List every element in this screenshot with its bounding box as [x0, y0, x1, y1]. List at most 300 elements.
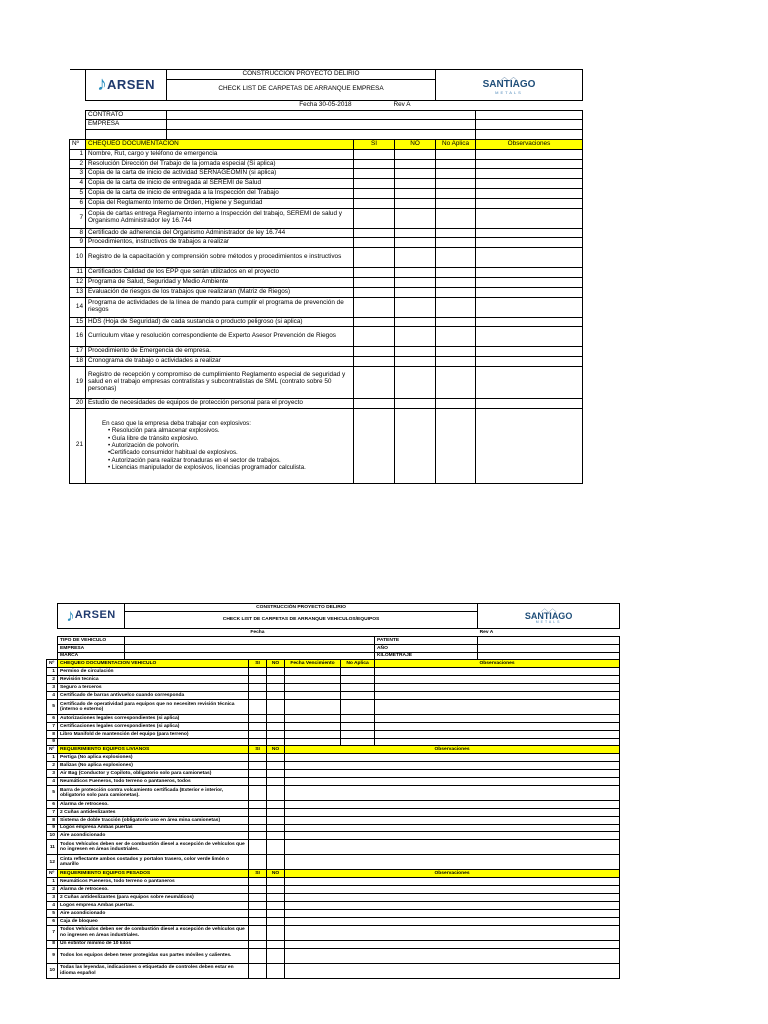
no-cell[interactable]	[395, 366, 436, 398]
no-aplica-cell[interactable]	[341, 699, 375, 714]
observaciones-header: Observaciones	[476, 139, 583, 149]
observaciones-cell[interactable]	[476, 317, 583, 327]
no-cell[interactable]	[267, 730, 285, 738]
marca-field[interactable]	[125, 652, 375, 660]
no-cell[interactable]	[267, 785, 285, 800]
si-cell[interactable]	[249, 738, 267, 746]
observaciones-cell[interactable]	[476, 347, 583, 357]
item-text: Permiso de circulación	[58, 668, 249, 676]
item-number: 8	[70, 228, 86, 238]
no-cell[interactable]	[395, 398, 436, 408]
checklist-row	[47, 754, 620, 762]
checklist-row	[47, 824, 620, 832]
si-cell[interactable]	[249, 684, 267, 692]
item-text: Aire acondicionado	[58, 909, 249, 917]
observaciones-cell[interactable]	[375, 684, 620, 692]
no-cell[interactable]	[267, 855, 285, 870]
no-cell[interactable]	[395, 287, 436, 297]
no-cell[interactable]	[395, 169, 436, 179]
no-cell[interactable]	[267, 699, 285, 714]
observaciones-cell[interactable]	[285, 917, 620, 925]
no-cell[interactable]	[395, 198, 436, 208]
no-aplica-cell[interactable]	[341, 684, 375, 692]
item-text: Logos empresa Ambas puertas	[58, 824, 249, 832]
item-text: Curriculum vitae y resolución correspondiente de Experto Asesor Prevención de Riegos	[86, 327, 354, 347]
observaciones-cell[interactable]	[375, 722, 620, 730]
si-cell[interactable]	[249, 894, 267, 902]
item-text: Certificaciones legales correspondientes (si aplica)	[58, 722, 249, 730]
checklist-row	[47, 785, 620, 800]
no-aplica-cell[interactable]	[436, 198, 476, 208]
observaciones-cell[interactable]	[476, 208, 583, 228]
no-cell[interactable]	[267, 909, 285, 917]
no-cell[interactable]	[267, 940, 285, 948]
no-cell[interactable]	[267, 754, 285, 762]
si-cell[interactable]	[249, 800, 267, 808]
si-cell[interactable]	[249, 714, 267, 722]
si-cell[interactable]	[249, 770, 267, 778]
no-cell[interactable]	[267, 684, 285, 692]
si-cell[interactable]	[354, 347, 395, 357]
no-aplica-cell[interactable]	[341, 668, 375, 676]
no-cell[interactable]	[395, 179, 436, 189]
patente-label: PATENTE	[375, 636, 478, 644]
observaciones-cell[interactable]	[476, 398, 583, 408]
explosivos-list-item: • Resolución para almacenar explosivos.	[108, 427, 220, 435]
si-header: SI	[354, 139, 395, 149]
observaciones-cell[interactable]	[285, 816, 620, 824]
no-header: NO	[267, 660, 285, 668]
no-cell[interactable]	[267, 963, 285, 978]
checklist-row	[47, 668, 620, 676]
no-cell[interactable]	[395, 268, 436, 278]
no-aplica-cell[interactable]	[436, 317, 476, 327]
observaciones-cell[interactable]	[285, 754, 620, 762]
observaciones-cell[interactable]	[476, 238, 583, 248]
item-number: 1	[47, 878, 58, 886]
observaciones-cell[interactable]	[476, 268, 583, 278]
checklist-row	[70, 228, 583, 238]
si-cell[interactable]	[249, 925, 267, 940]
item-text: Todas las leyendas, indicaciones o etiquetado de controles deben estar en idioma español	[58, 963, 249, 978]
empresa-field[interactable]	[125, 644, 375, 652]
observaciones-cell[interactable]	[285, 770, 620, 778]
si-cell[interactable]	[354, 179, 395, 189]
mountain-icon: ︿︿	[540, 603, 557, 613]
item-number: 13	[70, 287, 86, 297]
no-cell[interactable]	[267, 738, 285, 746]
observaciones-cell[interactable]	[375, 699, 620, 714]
item-text: Todos Vehículos deben ser de combustión diesel a excepción de vehículos que no ingresen en áreas industriales.	[58, 925, 249, 940]
si-cell[interactable]	[354, 398, 395, 408]
observaciones-cell[interactable]	[476, 159, 583, 169]
si-cell[interactable]	[354, 238, 395, 248]
no-aplica-header: No Aplica	[341, 660, 375, 668]
item-number: 6	[47, 800, 58, 808]
item-number: 12	[70, 277, 86, 287]
checklist-row	[47, 855, 620, 870]
si-cell[interactable]	[354, 366, 395, 398]
checklist-empresa-sheet	[69, 69, 583, 484]
observaciones-cell[interactable]	[375, 668, 620, 676]
no-cell[interactable]	[395, 238, 436, 248]
si-cell[interactable]	[249, 699, 267, 714]
mountain-icon: ︿︿	[499, 71, 518, 82]
no-cell[interactable]	[395, 277, 436, 287]
no-aplica-cell[interactable]	[436, 408, 476, 483]
checklist-row	[47, 778, 620, 786]
observaciones-cell[interactable]	[476, 366, 583, 398]
no-cell[interactable]	[267, 878, 285, 886]
no-header: NO	[395, 139, 436, 149]
no-aplica-cell[interactable]	[436, 228, 476, 238]
si-cell[interactable]	[249, 940, 267, 948]
item-number: 8	[47, 940, 58, 948]
no-cell[interactable]	[267, 778, 285, 786]
item-text: Balizas (No aplica explosiones)	[58, 762, 249, 770]
no-cell[interactable]	[395, 228, 436, 238]
item-number: 7	[47, 925, 58, 940]
anio-field[interactable]	[478, 644, 620, 652]
no-header: NO	[267, 746, 285, 754]
chequeo-vehiculo-header: CHEQUEO DOCUMENTACION VEHICULO	[58, 660, 249, 668]
si-cell[interactable]	[249, 948, 267, 963]
checklist-row	[47, 901, 620, 909]
si-cell[interactable]	[354, 169, 395, 179]
observaciones-cell[interactable]	[476, 408, 583, 483]
si-cell[interactable]	[354, 228, 395, 238]
item-number: 6	[47, 714, 58, 722]
no-cell[interactable]	[395, 149, 436, 159]
observaciones-header: Observaciones	[285, 870, 620, 878]
si-cell[interactable]	[354, 198, 395, 208]
observaciones-cell[interactable]	[285, 832, 620, 840]
si-cell[interactable]	[354, 159, 395, 169]
no-cell[interactable]	[395, 208, 436, 228]
no-cell[interactable]	[267, 800, 285, 808]
observaciones-cell[interactable]	[285, 800, 620, 808]
no-aplica-cell[interactable]	[436, 398, 476, 408]
si-cell[interactable]	[249, 963, 267, 978]
fecha-label: Fecha 30-05-2018	[299, 100, 352, 108]
no-cell[interactable]	[267, 832, 285, 840]
si-cell[interactable]	[354, 287, 395, 297]
no-aplica-cell[interactable]	[341, 722, 375, 730]
contrato-field[interactable]	[167, 110, 476, 120]
no-cell[interactable]	[395, 159, 436, 169]
no-aplica-cell[interactable]	[436, 366, 476, 398]
no-aplica-cell[interactable]	[436, 208, 476, 228]
no-aplica-cell[interactable]	[341, 676, 375, 684]
observaciones-cell[interactable]	[476, 297, 583, 317]
si-cell[interactable]	[354, 268, 395, 278]
checklist-row	[47, 770, 620, 778]
item-number: 12	[47, 855, 58, 870]
observaciones-cell[interactable]	[285, 878, 620, 886]
no-aplica-cell[interactable]	[436, 248, 476, 268]
no-cell[interactable]	[267, 840, 285, 855]
no-cell[interactable]	[395, 297, 436, 317]
item-text: Alarma de retroceso.	[58, 886, 249, 894]
si-cell[interactable]	[354, 208, 395, 228]
observaciones-cell[interactable]	[476, 149, 583, 159]
si-cell[interactable]	[249, 762, 267, 770]
patente-field[interactable]	[478, 636, 620, 644]
rev-label: Rev A	[479, 629, 494, 635]
item-text: Libro Manifold de mantención del equipo (para terreno)	[58, 730, 249, 738]
no-aplica-cell[interactable]	[436, 287, 476, 297]
checklist-row	[70, 287, 583, 297]
no-cell[interactable]	[395, 408, 436, 483]
observaciones-cell[interactable]	[476, 277, 583, 287]
si-cell[interactable]	[249, 785, 267, 800]
no-cell[interactable]	[267, 676, 285, 684]
item-number: 9	[47, 824, 58, 832]
fecha-vencimiento-cell[interactable]	[285, 676, 341, 684]
no-aplica-cell[interactable]	[436, 179, 476, 189]
tipo-vehiculo-field[interactable]	[125, 636, 375, 644]
si-cell[interactable]	[249, 855, 267, 870]
si-cell[interactable]	[354, 317, 395, 327]
item-text: Estudio de necesidades de equipos de protección personal para el proyecto	[86, 398, 354, 408]
empresa-label: EMPRESA	[86, 120, 167, 130]
si-header: SI	[249, 660, 267, 668]
checklist-subtitle: CHECK LIST DE CARPETAS DE ARRANQUE VEHICULOS/EQUIPOS	[125, 611, 478, 628]
item-text: Un extintor mínimo de 10 kilos	[58, 940, 249, 948]
checklist-row	[70, 268, 583, 278]
no-aplica-cell[interactable]	[436, 169, 476, 179]
observaciones-cell[interactable]	[375, 738, 620, 746]
fecha-vencimiento-cell[interactable]	[285, 730, 341, 738]
observaciones-cell[interactable]	[375, 692, 620, 700]
no-aplica-cell[interactable]	[341, 738, 375, 746]
si-cell[interactable]	[249, 878, 267, 886]
no-cell[interactable]	[395, 357, 436, 367]
observaciones-cell[interactable]	[285, 785, 620, 800]
observaciones-cell[interactable]	[285, 925, 620, 940]
item-number: 21	[70, 408, 86, 483]
item-text: Logos empresa Ambas puertas.	[58, 901, 249, 909]
no-cell[interactable]	[267, 816, 285, 824]
si-cell[interactable]	[249, 676, 267, 684]
item-text: Certificados Calidad de los EPP que serán utilizados en el proyecto	[86, 268, 354, 278]
checklist-row	[47, 878, 620, 886]
observaciones-cell[interactable]	[476, 327, 583, 347]
no-cell[interactable]	[267, 722, 285, 730]
observaciones-cell[interactable]	[285, 909, 620, 917]
fecha-vencimiento-cell[interactable]	[285, 668, 341, 676]
checklist-row	[47, 684, 620, 692]
observaciones-cell[interactable]	[375, 714, 620, 722]
observaciones-cell[interactable]	[375, 676, 620, 684]
observaciones-cell[interactable]	[285, 778, 620, 786]
item-number: 11	[47, 840, 58, 855]
fecha-vencimiento-cell[interactable]	[285, 738, 341, 746]
num-header: Nº	[70, 139, 86, 149]
item-number: 3	[70, 169, 86, 179]
observaciones-cell[interactable]	[476, 198, 583, 208]
checklist-row	[47, 940, 620, 948]
item-text: Certificado de barras antivuelco cuando corresponda	[58, 692, 249, 700]
explosivos-list-item: • Autorización de polvorín.	[108, 442, 180, 450]
no-cell[interactable]	[267, 714, 285, 722]
no-cell[interactable]	[267, 886, 285, 894]
no-cell[interactable]	[267, 824, 285, 832]
no-aplica-cell[interactable]	[436, 357, 476, 367]
observaciones-cell[interactable]	[476, 357, 583, 367]
observaciones-cell[interactable]	[476, 248, 583, 268]
item-text: Copia del Reglamento Interno de Orden, Higiene y Seguridad	[86, 198, 354, 208]
checklist-row	[70, 398, 583, 408]
observaciones-cell[interactable]	[285, 762, 620, 770]
checklist-row	[47, 832, 620, 840]
item-number: 6	[47, 917, 58, 925]
si-cell[interactable]	[249, 816, 267, 824]
no-cell[interactable]	[395, 188, 436, 198]
checklist-row	[47, 676, 620, 684]
observaciones-cell[interactable]	[285, 948, 620, 963]
empresa-field[interactable]	[167, 120, 476, 130]
no-aplica-cell[interactable]	[436, 297, 476, 317]
observaciones-cell[interactable]	[375, 730, 620, 738]
si-cell[interactable]	[249, 824, 267, 832]
observaciones-cell[interactable]	[285, 855, 620, 870]
item-number: 8	[47, 730, 58, 738]
observaciones-cell[interactable]	[285, 840, 620, 855]
no-cell[interactable]	[267, 948, 285, 963]
explosivos-list-item: • Guía libre de tránsito explosivo.	[108, 434, 199, 442]
checklist-row	[47, 909, 620, 917]
item-number: 3	[47, 684, 58, 692]
si-cell[interactable]	[249, 808, 267, 816]
no-cell[interactable]	[267, 901, 285, 909]
no-aplica-cell[interactable]	[436, 238, 476, 248]
si-cell[interactable]	[354, 408, 395, 483]
contrato-label: CONTRATO	[86, 110, 167, 120]
pesados-header: REQUERIMIENTO EQUIPOS PESADOS	[58, 870, 249, 878]
no-cell[interactable]	[267, 668, 285, 676]
no-cell[interactable]	[267, 808, 285, 816]
si-cell[interactable]	[249, 832, 267, 840]
no-cell[interactable]	[267, 770, 285, 778]
item-number: 8	[47, 816, 58, 824]
kilometraje-field[interactable]	[478, 652, 620, 660]
observaciones-cell[interactable]	[285, 808, 620, 816]
no-cell[interactable]	[395, 248, 436, 268]
si-cell[interactable]	[354, 248, 395, 268]
si-cell[interactable]	[354, 357, 395, 367]
si-cell[interactable]	[249, 909, 267, 917]
si-cell[interactable]	[249, 901, 267, 909]
no-cell[interactable]	[267, 925, 285, 940]
item-text: Todos Vehículos deben ser de combustión diesel a excepción de vehículos que no ingresen en áreas industriales.	[58, 840, 249, 855]
observaciones-cell[interactable]	[285, 894, 620, 902]
si-cell[interactable]	[249, 840, 267, 855]
no-aplica-cell[interactable]	[436, 327, 476, 347]
si-cell[interactable]	[249, 754, 267, 762]
si-cell[interactable]	[249, 668, 267, 676]
no-aplica-cell[interactable]	[341, 730, 375, 738]
si-cell[interactable]	[354, 277, 395, 287]
si-cell[interactable]	[249, 886, 267, 894]
no-aplica-cell[interactable]	[436, 277, 476, 287]
observaciones-cell[interactable]	[476, 228, 583, 238]
no-cell[interactable]	[267, 917, 285, 925]
observaciones-cell[interactable]	[476, 287, 583, 297]
item-text: Neumáticos Fueneros, todo terreno o pantaneros	[58, 878, 249, 886]
si-cell[interactable]	[249, 778, 267, 786]
item-number: 2	[70, 159, 86, 169]
observaciones-cell[interactable]	[285, 901, 620, 909]
checklist-vehiculos-sheet	[46, 603, 620, 979]
si-cell[interactable]	[354, 297, 395, 317]
item-number: 9	[47, 738, 58, 746]
explosivos-list	[102, 427, 351, 472]
item-number: 4	[47, 692, 58, 700]
no-aplica-cell[interactable]	[436, 159, 476, 169]
fecha-vencimiento-cell[interactable]	[285, 684, 341, 692]
checklist-row	[70, 188, 583, 198]
fecha-vencimiento-cell[interactable]	[285, 714, 341, 722]
si-cell[interactable]	[249, 917, 267, 925]
no-aplica-cell[interactable]	[341, 692, 375, 700]
si-cell[interactable]	[354, 188, 395, 198]
no-header: NO	[267, 870, 285, 878]
explosivos-list-item: • Licencias manipulador de explosivos, licencias programador calculista.	[108, 464, 306, 472]
item-number: 10	[47, 832, 58, 840]
no-cell[interactable]	[395, 347, 436, 357]
item-text: Copia de la carta de inicio de entregada al SEREMI de Salud	[86, 179, 354, 189]
observaciones-cell[interactable]	[285, 963, 620, 978]
no-aplica-cell[interactable]	[436, 188, 476, 198]
si-cell[interactable]	[354, 327, 395, 347]
observaciones-cell[interactable]	[476, 179, 583, 189]
no-aplica-cell[interactable]	[436, 268, 476, 278]
item-text: Cinta reflectante ambos costados y portalon trasero, color verde limón o amarillo	[58, 855, 249, 870]
observaciones-header: Observaciones	[285, 746, 620, 754]
no-cell[interactable]	[267, 692, 285, 700]
no-cell[interactable]	[267, 894, 285, 902]
si-cell[interactable]	[249, 730, 267, 738]
item-number: 10	[70, 248, 86, 268]
fecha-vencimiento-cell[interactable]	[285, 722, 341, 730]
checklist-subtitle: CHECK LIST DE CARPETAS DE ARRANQUE EMPRESA	[167, 79, 436, 100]
si-cell[interactable]	[249, 722, 267, 730]
fecha-vencimiento-cell[interactable]	[285, 699, 341, 714]
item-text: 2 Cuñas antideslizantes (para equipos sobre neumáticos)	[58, 894, 249, 902]
item-text: Registro de recepción y compromiso de cumplimiento Reglamento especial de seguridad y salud en el trabajo empresas contratistas y subcontratistas de SML (contrato sobre 50 personas)	[86, 366, 354, 398]
si-cell[interactable]	[249, 692, 267, 700]
observaciones-cell[interactable]	[476, 169, 583, 179]
observaciones-cell[interactable]	[285, 886, 620, 894]
observaciones-cell[interactable]	[285, 940, 620, 948]
no-cell[interactable]	[395, 327, 436, 347]
num-header: Nº	[47, 746, 58, 754]
no-aplica-cell[interactable]	[436, 149, 476, 159]
fecha-vencimiento-cell[interactable]	[285, 692, 341, 700]
item-text: Nombre, Rut, cargo y teléfono de emergencia	[86, 149, 354, 159]
checklist-row	[47, 840, 620, 855]
observaciones-cell[interactable]	[476, 188, 583, 198]
item-text: Copia de cartas entrega Reglamento interno a Inspección del trabajo, SEREMI de salud y Organismo Administrador ley 16.744	[86, 208, 354, 228]
si-cell[interactable]	[354, 149, 395, 159]
arsen-mark-icon: ♪	[66, 606, 75, 626]
no-cell[interactable]	[395, 317, 436, 327]
no-aplica-cell[interactable]	[341, 714, 375, 722]
no-aplica-cell[interactable]	[436, 347, 476, 357]
observaciones-cell[interactable]	[285, 824, 620, 832]
no-cell[interactable]	[267, 762, 285, 770]
